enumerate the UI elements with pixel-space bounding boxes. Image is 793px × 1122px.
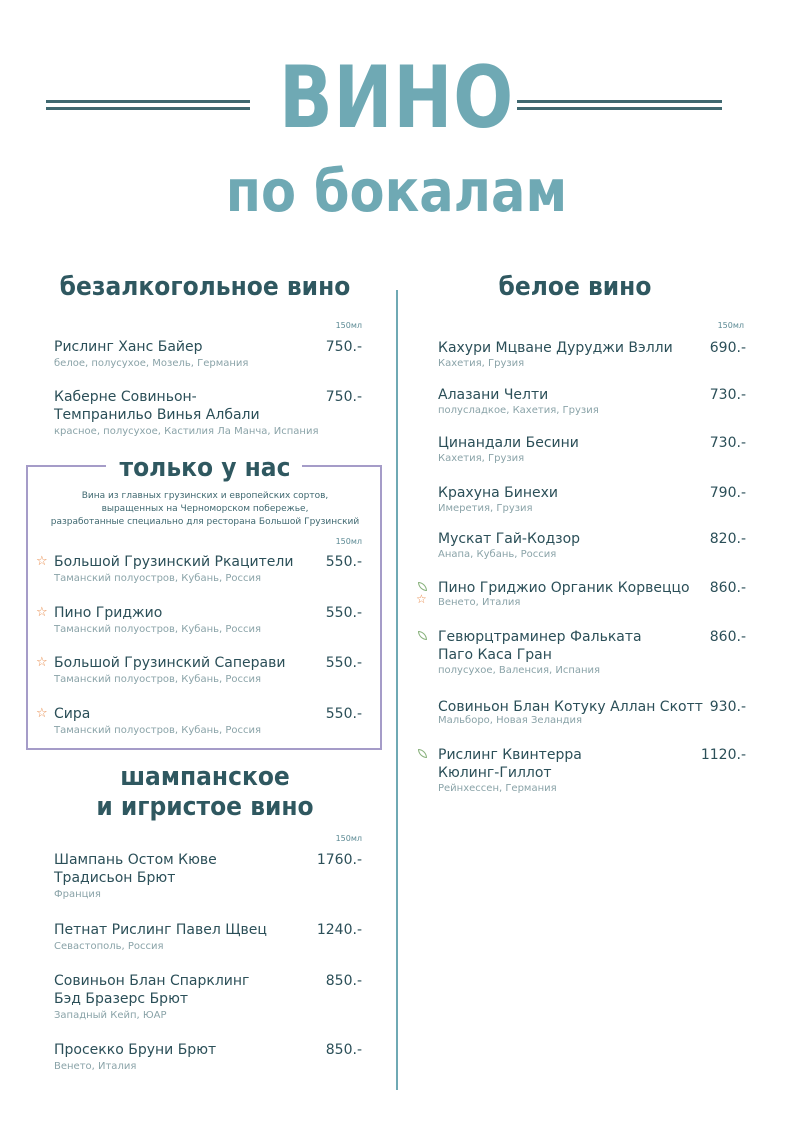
item-price: 550.- bbox=[325, 605, 362, 621]
section-title-line: и игристое вино bbox=[96, 792, 314, 822]
box-description-line: разработанные специально для ресторана Большой Грузинский bbox=[50, 517, 360, 527]
item-name: Петнат Рислинг Павел Щвец bbox=[54, 922, 267, 938]
volume-label: 150мл bbox=[335, 321, 362, 330]
item-name: Шампань Остом Кюве bbox=[54, 852, 217, 868]
volume-label: 150мл bbox=[335, 537, 362, 546]
item-name: Совиньон Блан Котуку Аллан Скотт bbox=[438, 699, 703, 715]
item-price: 860.- bbox=[709, 580, 746, 596]
item-price: 1240.- bbox=[316, 922, 362, 938]
item-price: 820.- bbox=[709, 531, 746, 547]
item-name: Рислинг Квинтерра bbox=[438, 747, 582, 763]
item-name-line2: Паго Каса Гран bbox=[438, 647, 552, 663]
column-divider bbox=[396, 290, 398, 1090]
box-description-line: выращенных на Черноморском побережье, bbox=[101, 504, 309, 514]
page-subtitle: по бокалам bbox=[225, 157, 568, 225]
item-desc: Таманский полуостров, Кубань, Россия bbox=[54, 674, 262, 685]
item-name: Рислинг Ханс Байер bbox=[54, 339, 203, 355]
item-price: 750.- bbox=[325, 339, 362, 355]
item-name-line2: Бэд Бразерс Брют bbox=[54, 991, 189, 1007]
item-price: 550.- bbox=[325, 655, 362, 671]
item-price: 750.- bbox=[325, 389, 362, 405]
item-name: Крахуна Бинехи bbox=[438, 485, 559, 501]
item-desc: Таманский полуостров, Кубань, Россия bbox=[54, 573, 262, 584]
item-price: 850.- bbox=[325, 973, 362, 989]
item-desc: красное, полусухое, Кастилия Ла Манча, Испания bbox=[54, 426, 319, 437]
section-title-line: шампанское bbox=[120, 762, 290, 792]
item-name-line2: Темпранильо Винья Албали bbox=[54, 407, 260, 423]
volume-label: 150мл bbox=[335, 834, 362, 843]
leaf-icon bbox=[418, 749, 427, 758]
item-desc: Франция bbox=[54, 889, 101, 900]
item-name: Совиньон Блан Спарклинг bbox=[54, 973, 250, 989]
volume-label: 150мл bbox=[717, 321, 744, 330]
item-name: Просекко Бруни Брют bbox=[54, 1042, 217, 1058]
item-desc: Таманский полуостров, Кубань, Россия bbox=[54, 725, 262, 736]
item-desc: Венето, Италия bbox=[54, 1061, 137, 1072]
item-desc: Венето, Италия bbox=[438, 597, 521, 608]
item-name: Большой Грузинский Саперави bbox=[54, 655, 286, 671]
star-icon: ☆ bbox=[36, 706, 48, 721]
item-desc: Западный Кейп, ЮАР bbox=[54, 1010, 167, 1021]
section-title-only-here: только у нас bbox=[119, 453, 291, 483]
star-icon: ☆ bbox=[36, 655, 48, 670]
item-name-line2: Кюлинг-Гиллот bbox=[438, 765, 552, 781]
box-description-line: Вина из главных грузинских и европейских сортов, bbox=[81, 491, 329, 501]
item-name: Большой Грузинский Ркацители bbox=[54, 554, 294, 570]
item-name: Гевюрцтраминер Фальката bbox=[438, 629, 642, 645]
item-name: Цинандали Бесини bbox=[438, 435, 579, 451]
item-price: 1760.- bbox=[316, 852, 362, 868]
box-border-top-right bbox=[302, 465, 382, 467]
section-title-white: белое вино bbox=[498, 272, 652, 302]
item-name: Кахури Мцване Дуруджи Вэлли bbox=[438, 340, 673, 356]
section-title-non-alcoholic: безалкогольное вино bbox=[59, 272, 351, 302]
item-price: 790.- bbox=[709, 485, 746, 501]
star-icon: ☆ bbox=[416, 592, 427, 606]
item-price: 550.- bbox=[325, 554, 362, 570]
item-name: Мускат Гай-Кодзор bbox=[438, 531, 581, 547]
leaf-icon bbox=[418, 631, 427, 640]
item-desc: Анапа, Кубань, Россия bbox=[438, 549, 557, 560]
box-description bbox=[40, 490, 370, 529]
item-desc: Рейнхессен, Германия bbox=[438, 783, 557, 794]
item-price: 550.- bbox=[325, 706, 362, 722]
leaf-icon bbox=[418, 582, 427, 591]
item-name-line2: Традисьон Брют bbox=[54, 870, 176, 886]
item-desc: Севастополь, Россия bbox=[54, 941, 164, 952]
item-price: 860.- bbox=[709, 629, 746, 645]
item-desc: белое, полусухое, Мозель, Германия bbox=[54, 358, 249, 369]
item-desc: Кахетия, Грузия bbox=[438, 358, 525, 369]
section-title-sparkling bbox=[75, 762, 336, 822]
item-price: 930.- bbox=[709, 699, 746, 715]
item-price: 730.- bbox=[709, 435, 746, 451]
item-desc: Таманский полуостров, Кубань, Россия bbox=[54, 624, 262, 635]
item-name: Алазани Челти bbox=[438, 387, 549, 403]
item-desc: Мальборо, Новая Зеландия bbox=[438, 715, 583, 726]
item-price: 730.- bbox=[709, 387, 746, 403]
star-icon: ☆ bbox=[36, 554, 48, 569]
item-price: 690.- bbox=[709, 340, 746, 356]
item-desc: полусухое, Валенсия, Испания bbox=[438, 665, 601, 676]
item-price: 850.- bbox=[325, 1042, 362, 1058]
item-desc: полусладкое, Кахетия, Грузия bbox=[438, 405, 599, 416]
box-border-top-left bbox=[26, 465, 106, 467]
item-price: 1120.- bbox=[700, 747, 746, 763]
item-desc: Имеретия, Грузия bbox=[438, 503, 533, 514]
item-name: Пино Гриджио bbox=[54, 605, 163, 621]
item-name: Каберне Совиньон- bbox=[54, 389, 197, 405]
star-icon: ☆ bbox=[36, 605, 48, 620]
item-name: Сира bbox=[54, 706, 91, 722]
page-title: ВИНО bbox=[278, 48, 515, 148]
item-desc: Кахетия, Грузия bbox=[438, 453, 525, 464]
item-name: Пино Гриджио Органик Корвеццо bbox=[438, 580, 690, 596]
